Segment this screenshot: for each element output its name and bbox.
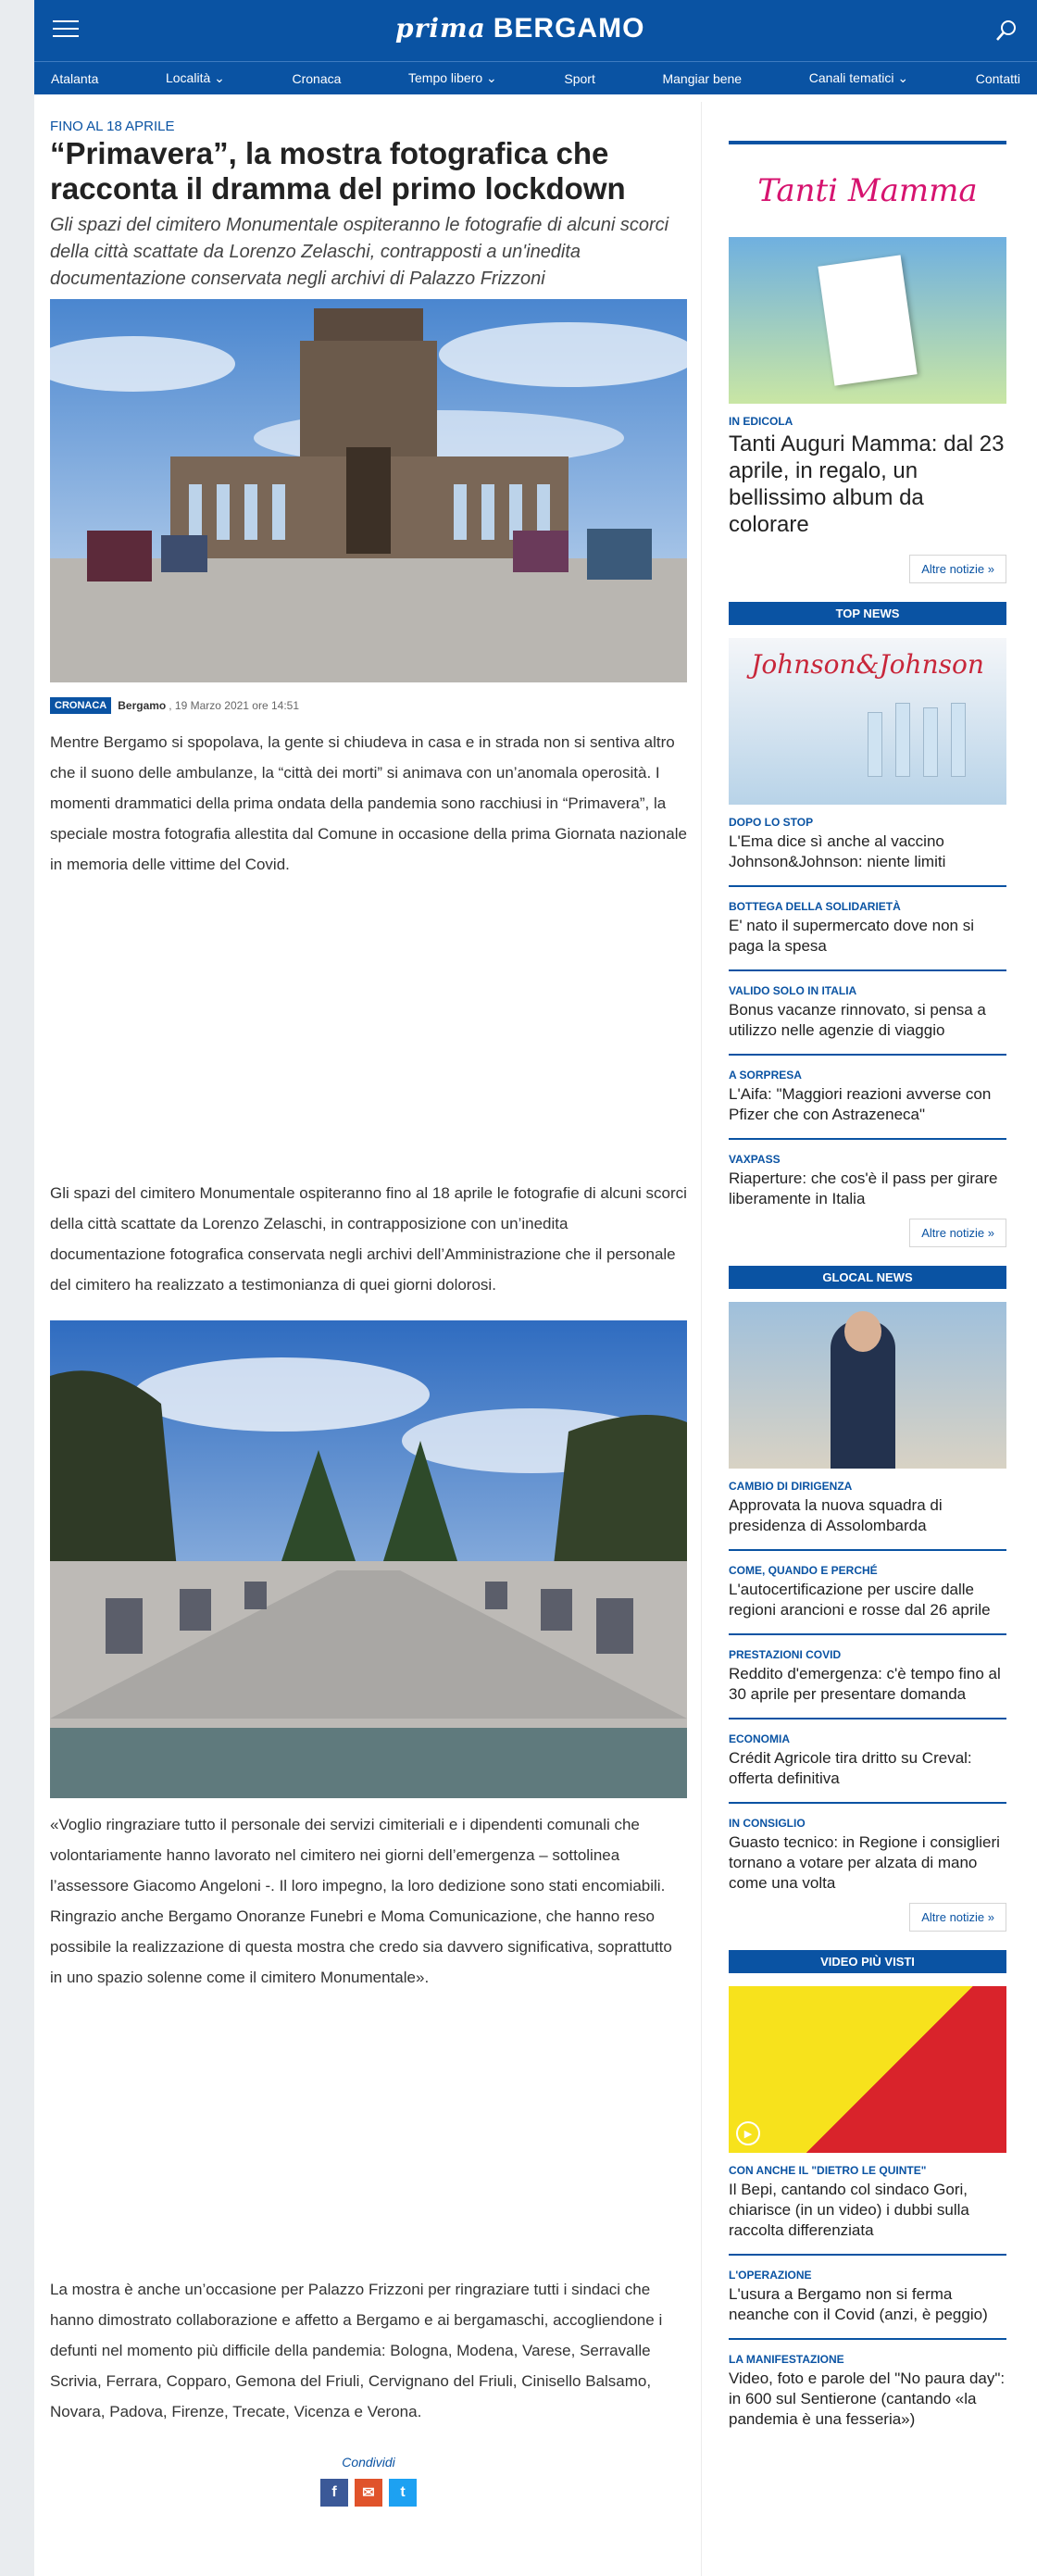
glocal-news-item[interactable]: [729, 1564, 1006, 1635]
item-title[interactable]: Video, foto e parole del "No paura day": in 600 sul Sentierone (cantando «la pandemia è una fesseria»): [729, 2370, 1006, 2428]
item-kicker: IN CONSIGLIO: [729, 1817, 806, 1830]
item-kicker: CON ANCHE IL "DIETRO LE QUINTE": [729, 2164, 927, 2177]
more-news-button[interactable]: Altre notizie »: [909, 1903, 1006, 1932]
item-kicker: DOPO LO STOP: [729, 816, 814, 829]
item-title[interactable]: Crédit Agricole tira dritto su Creval: offerta definitiva: [729, 1749, 972, 1787]
promo-box: [729, 141, 1006, 583]
article-photo-avenue: [50, 1320, 687, 1798]
video-item[interactable]: [729, 2164, 1006, 2256]
item-title[interactable]: Il Bepi, cantando col sindaco Gori, chiarisce (in un video) i dubbi sulla raccolta differenziata: [729, 2181, 969, 2239]
twitter-share-icon[interactable]: t: [389, 2479, 417, 2507]
nav-item-tempo-libero[interactable]: Tempo libero ⌄: [408, 70, 497, 85]
item-title[interactable]: Bonus vacanze rinnovato, si pensa a utilizzo nelle agenzie di viaggio: [729, 1001, 986, 1039]
nav-item-localita[interactable]: Località ⌄: [165, 70, 225, 85]
item-title[interactable]: Guasto tecnico: in Regione i consiglieri tornano a votare per alzata di mano come una volta: [729, 1833, 1000, 1892]
promo-kicker: IN EDICOLA: [729, 415, 793, 428]
article-location: Bergamo: [118, 699, 167, 712]
top-news-image[interactable]: [729, 638, 1006, 805]
logo-prima: prima: [395, 13, 486, 44]
article-date: , 19 Marzo 2021 ore 14:51: [169, 699, 300, 712]
column-divider: [701, 102, 702, 2576]
top-bar: [34, 0, 1037, 61]
video-thumbnail[interactable]: [729, 1986, 1006, 2153]
more-news-button[interactable]: Altre notizie »: [909, 555, 1006, 583]
glocal-news-item[interactable]: [729, 1732, 1006, 1804]
article-paragraph-2: Gli spazi del cimitero Monumentale ospiteranno fino al 18 aprile le fotografie di alcuni scorci della città scattate da Lorenzo Zelaschi, in contrapposizione con un’inedita documentazione fotografica conservata negli archivi dell’Amministrazione che il personale del cimitero ha realizzato a testimonianza di quei giorni dolorosi.: [50, 1184, 687, 1294]
promo-banner-text: Tanti Mamma: [757, 172, 978, 209]
item-kicker: CAMBIO DI DIRIGENZA: [729, 1480, 853, 1493]
main-nav: [34, 61, 1037, 94]
top-news-item[interactable]: [729, 984, 1006, 1056]
jj-logo: Johnson&Johnson: [751, 649, 984, 680]
article-kicker: FINO AL 18 APRILE: [50, 119, 175, 134]
nav-item-mangiar-bene[interactable]: Mangiar bene: [662, 70, 743, 86]
glocal-news-header: GLOCAL NEWS: [729, 1266, 1006, 1289]
article-paragraph-4: La mostra è anche un’occasione per Palazzo Frizzoni per ringraziare tutti i sindaci che hanno dimostrato collaborazione e affetto a Bergamo e ai bergamaschi, accogliendone i defunti nel momento più difficile della pandemia: Bologna, Modena, Varese, Serravalle Scrivia, Ferrara, Copparo, Gemona del Friuli, Cervignano del Friuli, Cinisello Balsamo, Novara, Padova, Firenze, Trecate, Vicenza e Verona.: [50, 2281, 663, 2420]
item-kicker: PRESTAZIONI COVID: [729, 1648, 842, 1661]
category-badge[interactable]: CRONACA: [50, 697, 111, 714]
item-kicker: ECONOMIA: [729, 1732, 790, 1745]
nav-item-sport[interactable]: Sport: [564, 70, 595, 86]
article-subtitle: Gli spazi del cimitero Monumentale ospiteranno le fotografie di alcuni scorci della città scattate da Lorenzo Zelaschi, contrapposti a un'inedita documentazione conservata negli archivi di Palazzo Frizzoni: [50, 215, 669, 289]
item-kicker: L'OPERAZIONE: [729, 2269, 812, 2282]
item-title[interactable]: Approvata la nuova squadra di presidenza di Assolombarda: [729, 1496, 943, 1534]
promo-image[interactable]: [729, 237, 1006, 404]
play-icon[interactable]: ▶: [736, 2121, 760, 2145]
item-kicker: COME, QUANDO E PERCHÉ: [729, 1564, 878, 1577]
article-photo-monument: [50, 299, 687, 682]
search-icon[interactable]: [994, 19, 1018, 43]
glocal-news-item[interactable]: [729, 1480, 1006, 1551]
promo-title[interactable]: Tanti Auguri Mamma: dal 23 aprile, in regalo, un bellissimo album da colorare: [729, 431, 1005, 537]
item-title[interactable]: Riaperture: che cos'è il pass per girare liberamente in Italia: [729, 1169, 998, 1207]
menu-icon[interactable]: [53, 20, 79, 41]
ad-slot-2: [50, 1993, 687, 2261]
item-kicker: BOTTEGA DELLA SOLIDARIETÀ: [729, 900, 901, 913]
page: [34, 0, 1037, 2576]
top-news-item[interactable]: [729, 900, 1006, 971]
top-news-item[interactable]: [729, 1069, 1006, 1140]
glocal-news-item[interactable]: [729, 1817, 1006, 1894]
glocal-news-image[interactable]: [729, 1302, 1006, 1469]
article-meta: [50, 697, 687, 714]
glocal-news-item[interactable]: [729, 1648, 1006, 1719]
article-paragraph-3: «Voglio ringraziare tutto il personale dei servizi cimiteriali e i dipendenti comunali che volontariamente hanno lavorato nel cimitero nei giorni dell’emergenza – sottolinea l’assessore Giacomo Angeloni -. Il loro impegno, la loro dedizione sono stati encomiabili. Ringrazio anche Bergamo Onoranze Funebri e Moma Comunicazione, che hanno reso possibile la realizzazione di questa mostra che credo sia davvero significativa, soprattutto in uno spazio solenne come il cimitero Monumentale».: [50, 1816, 672, 1986]
nav-item-canali-tematici[interactable]: Canali tematici ⌄: [808, 70, 909, 85]
video-header: VIDEO PIÙ VISTI: [729, 1950, 1006, 1973]
facebook-share-icon[interactable]: f: [320, 2479, 348, 2507]
promo-banner[interactable]: [729, 144, 1006, 237]
top-news-item[interactable]: [729, 816, 1006, 887]
item-title[interactable]: Reddito d'emergenza: c'è tempo fino al 30 aprile per presentare domanda: [729, 1665, 1001, 1703]
item-title[interactable]: L'autocertificazione per uscire dalle regioni arancioni e rosse dal 26 aprile: [729, 1581, 991, 1619]
article-paragraph-1: Mentre Bergamo si spopolava, la gente si chiudeva in casa e in strada non si sentiva altro che il suono delle ambulanze, la “città dei morti” si animava con un’anomala operosità. I momenti drammatici della prima ondata della pandemia sono racchiusi in “Primavera”, la speciale mostra fotografia allestita dal Comune in occasione della prima Giornata nazionale in memoria delle vittime del Covid.: [50, 733, 687, 873]
item-title[interactable]: L'Aifa: "Maggiori reazioni avverse con Pfizer che con Astrazeneca": [729, 1085, 992, 1123]
logo-city: BERGAMO: [493, 13, 645, 44]
article: [50, 102, 687, 2507]
item-title[interactable]: E' nato il supermercato dove non si paga la spesa: [729, 917, 975, 955]
nav-item-cronaca[interactable]: Cronaca: [292, 70, 342, 86]
item-title[interactable]: L'usura a Bergamo non si ferma neanche con il Covid (anzi, è peggio): [729, 2285, 988, 2323]
top-news-item[interactable]: [729, 1153, 1006, 1209]
email-share-icon[interactable]: ✉: [355, 2479, 382, 2507]
more-news-button[interactable]: Altre notizie »: [909, 1219, 1006, 1247]
video-item[interactable]: [729, 2353, 1006, 2430]
item-kicker: VALIDO SOLO IN ITALIA: [729, 984, 857, 997]
article-title: “Primavera”, la mostra fotografica che racconta il dramma del primo lockdown: [50, 136, 626, 206]
nav-item-contatti[interactable]: Contatti: [975, 70, 1020, 86]
item-kicker: A SORPRESA: [729, 1069, 802, 1082]
site-logo[interactable]: [395, 13, 644, 44]
share-section: [50, 2455, 687, 2507]
item-kicker: LA MANIFESTAZIONE: [729, 2353, 844, 2366]
ad-slot: [50, 880, 687, 1156]
share-label: Condividi: [342, 2455, 395, 2470]
sidebar: [729, 102, 1006, 2430]
item-title[interactable]: L'Ema dice sì anche al vaccino Johnson&Johnson: niente limiti: [729, 832, 946, 870]
video-item[interactable]: [729, 2269, 1006, 2340]
nav-item-atalanta[interactable]: Atalanta: [51, 70, 99, 86]
top-news-header: TOP NEWS: [729, 602, 1006, 625]
item-kicker: VAXPASS: [729, 1153, 781, 1166]
